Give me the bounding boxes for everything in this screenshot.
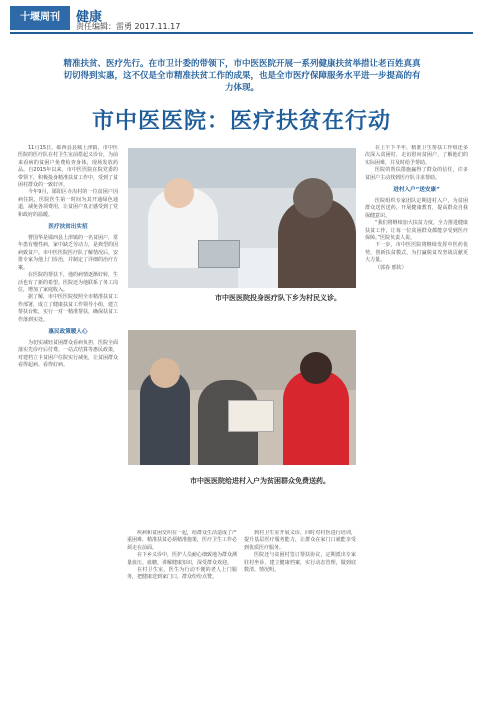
subheading: 医疗扶贫出实招	[48, 224, 88, 231]
editor-date-meta: 责任编辑：雷勇 2017.11.17	[76, 22, 181, 31]
header-rule	[10, 32, 473, 34]
page-header	[0, 0, 483, 34]
article-headline: 市中医医院：医疗扶贫在行动	[91, 108, 391, 134]
paragraph: 在医院的帮扶下，他的病情逐渐好转，生活也有了新的希望。医院还为他联系了务工岗位，增加了家庭收入。	[18, 272, 118, 293]
section-title: 健康	[76, 10, 103, 25]
paragraph: 在上午下半年，精准卫生帮扶工作组还多次深入贫困村，走访慰问贫困户，了解他们的实际困难，并及时给予帮助。	[365, 145, 468, 166]
woman-red-jacket-figure	[283, 370, 349, 465]
woman-red-jacket-head	[300, 352, 332, 384]
medicine-leaflet	[228, 400, 274, 432]
bottom-photo-caption: 市中医医院给进村入户为贫困群众免费送药。	[190, 477, 330, 485]
paragraph: 据了解，市中医医院按照全市精准扶贫工作部署，成立了健康扶贫工作领导小组，建立帮扶台账，实行一对一精准帮扶，确保扶贫工作落到实处。	[18, 294, 118, 323]
subheading: 进村入户“送安康”	[393, 187, 440, 194]
patient-head	[293, 178, 333, 218]
paragraph: 医院组织专家团队定期进村入户，为贫困群众送医送药，开展健康教育，提高群众自我保健意识。	[365, 198, 468, 219]
bottom-photo	[128, 330, 356, 465]
paragraph: （郭春 邢钦）	[375, 264, 407, 271]
paragraph: “我们将继续加大扶贫力度，全力推进健康扶贫工作，让每一位贫困群众都能享受到医疗保障。”医院负责人说。	[365, 220, 468, 242]
paragraph: 在下乡义诊中，医护人员耐心细致地为群众测量血压、血糖，讲解健康知识，深受群众欢迎。	[127, 552, 237, 566]
newspaper-logo: 十堰周刊	[10, 6, 70, 30]
subheading: 惠民政策暖人心	[48, 328, 88, 335]
column-right	[365, 145, 468, 685]
paragraph: 医院的帮扶措施赢得了群众的信任，许多贫困户主动找到医疗队寻求帮助。	[365, 167, 468, 181]
blood-pressure-monitor	[198, 240, 240, 268]
article-deck: 精准扶贫、医疗先行。在市卫计委的带领下，市中医医院开展一系列健康扶贫举措让老百姓真真切切得到实惠，这不仅是全市精准扶贫工作的成果，也是全市医疗保障服务水平进一步提高的有力体现。	[63, 59, 421, 93]
paragraph: 在村卫生室，医生为行动不便的老人上门服务，把健康送到家门口，群众纷纷点赞。	[127, 567, 237, 581]
paragraph: 下一步，市中医医院将继续发挥中医药优势，创新扶贫模式，为打赢脱贫攻坚战贡献更大力量。	[365, 242, 468, 264]
elderly-woman-head	[150, 358, 180, 388]
paragraph: 为切实减轻贫困群众看病负担，医院全面落实先诊疗后付费、一站式结算等惠民政策，对建档立卡贫困户住院实行减免，让贫困群众看得起病、看得好病。	[18, 339, 118, 369]
column-mid2	[244, 530, 356, 695]
paragraph: 疾病和贫困交织在一起，给群众生活造成了严重困难，精准扶贫必须精准施策，医疗卫生工作必须走在前面。	[127, 530, 237, 551]
paragraph: 11月15日，郧西县县城上津镇，市中医医院的医疗队在村卫生室前搭起义诊台，为前来看病的贫困户免费检查身体，现场发放药品。自2015年以来，市中医医院在院党委的带领下，积极投身精准扶贫工作中，受到了贫困村群众的一致好评。	[18, 145, 118, 189]
doctor-head	[164, 178, 194, 208]
paragraph: 医院还与贫困村签订帮扶协议，定期派出专家驻村坐诊，建立健康档案，实行动态管理，做到底数清、情况明。	[244, 552, 356, 574]
paragraph: 今年9月，郧阳区寺沟村的一位贫困户因病住院，医院医生第一时间为其开通绿色通道，减免各项费用，让贫困户真正感受到了党和政府的温暖。	[18, 189, 118, 218]
top-photo-caption: 市中医医院投身医疗队下乡为村民义诊。	[215, 294, 341, 302]
top-photo	[128, 148, 356, 288]
column-mid	[127, 530, 237, 695]
paragraph: 到村卫生室开展义诊，同时对村医进行培训，提升基层医疗服务能力，让群众在家门口就能享受到优质医疗服务。	[244, 530, 356, 551]
paragraph: 曹国华是郧西县上津镇的一名贫困户，常年患有慢性病，家中缺乏劳动力，是典型的因病致贫户。市中医医院医疗队了解情况后，安排专家为他上门诊治，并制定了详细的治疗方案。	[18, 235, 118, 271]
column-left	[18, 145, 118, 685]
